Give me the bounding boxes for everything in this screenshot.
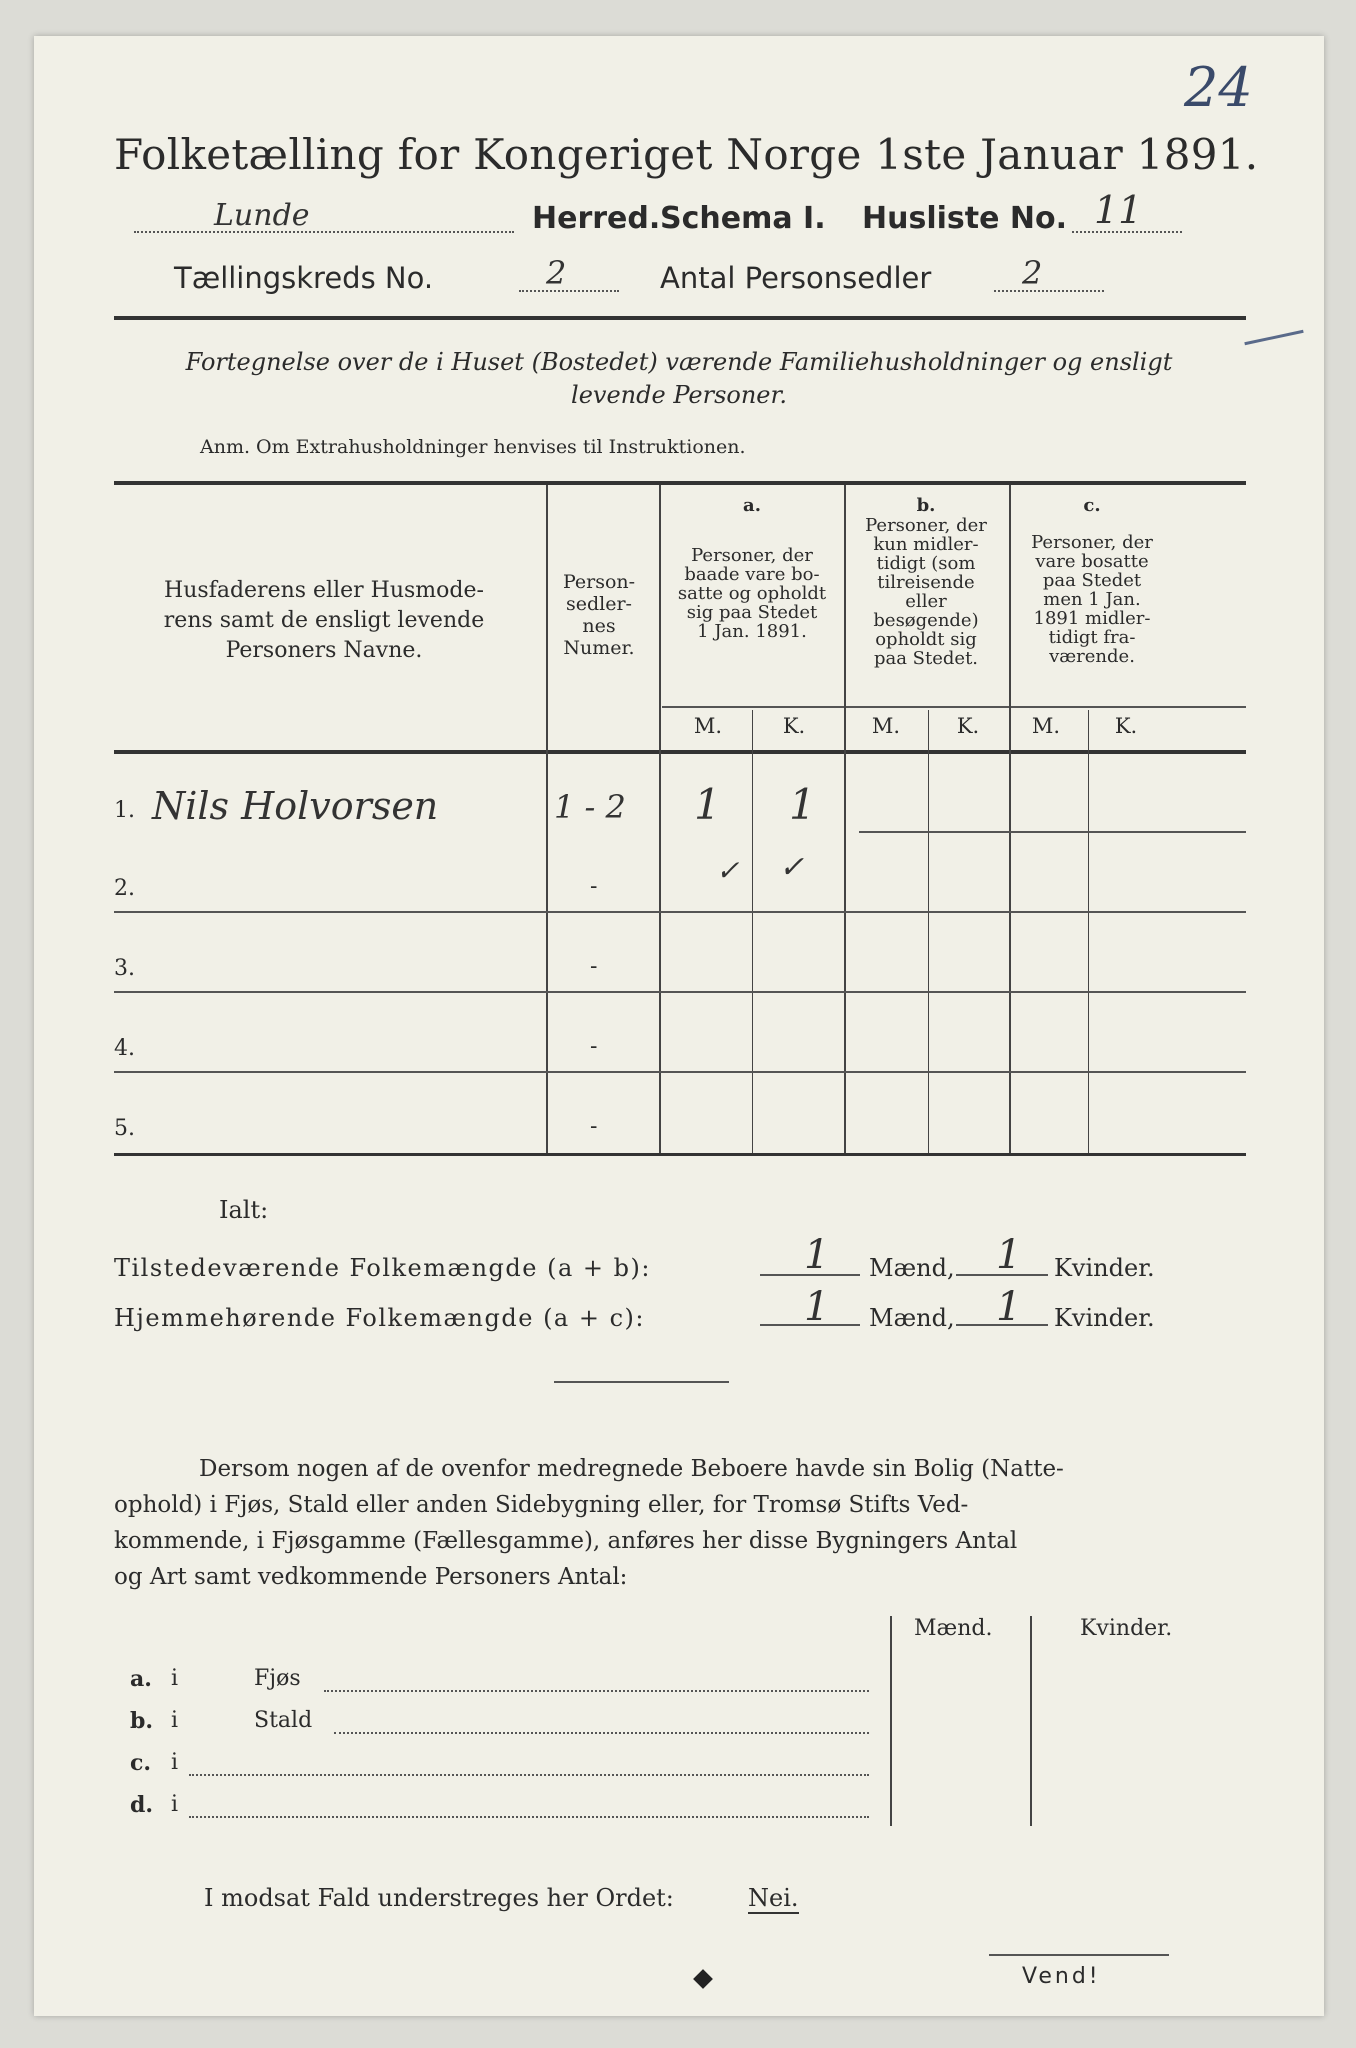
row-1-num: 1. xyxy=(114,798,135,823)
hjemme-m-value: 1 xyxy=(804,1284,830,1330)
header-rule xyxy=(114,316,1246,320)
abc-subrule xyxy=(662,706,1246,708)
tilstede-label: Tilstedeværende Folkemængde (a + b): xyxy=(114,1254,651,1282)
b-k-label: K. xyxy=(956,714,980,738)
col-divider xyxy=(659,485,661,1153)
census-form-page xyxy=(34,36,1324,2016)
row-2-rule xyxy=(114,911,1246,913)
husliste-value: 11 xyxy=(1094,188,1143,232)
row-2-num: 2. xyxy=(114,876,135,901)
a-m-label: M. xyxy=(693,714,723,738)
col-divider xyxy=(752,710,753,1153)
taellingskreds-dots xyxy=(519,290,619,292)
herred-label: Herred. xyxy=(532,201,661,236)
row-5-num: 5. xyxy=(114,1116,135,1141)
vend-text: Vend! xyxy=(1022,1964,1101,1989)
col-a-letter: a. xyxy=(743,495,761,516)
row-1-name: Nils Holvorsen xyxy=(152,784,439,828)
modsat-text: I modsat Fald understreges her Ordet: xyxy=(204,1884,674,1912)
item-a-letter: a. xyxy=(130,1666,152,1692)
col-divider xyxy=(1088,710,1089,1153)
item-d-i: i xyxy=(171,1792,179,1817)
hjemme-kvinder: Kvinder. xyxy=(1054,1304,1155,1332)
hjemme-maend: Mænd, xyxy=(869,1304,955,1332)
item-c-letter: c. xyxy=(130,1750,152,1776)
schema-label: Schema I. xyxy=(660,201,826,236)
col-c-header: Personer, der vare bosatte paa Stedet men 1 Jan. 1891 midler- tidigt fra- værende. xyxy=(1031,532,1153,667)
c-k-label: K. xyxy=(1114,714,1138,738)
a-k-label: K. xyxy=(782,714,806,738)
col-b-header: Personer, der kun midler- tidigt (som tilreisende eller besøgende) opholdt sig paa Stedet. xyxy=(865,515,987,669)
table-top-rule xyxy=(114,481,1246,485)
item-a-i: i xyxy=(171,1666,179,1691)
tilstede-m-value: 1 xyxy=(804,1232,830,1278)
row-3-rule xyxy=(114,991,1246,993)
item-b-i: i xyxy=(171,1708,179,1733)
row-2-person-num: - xyxy=(590,874,598,899)
col-c-letter: c. xyxy=(1083,495,1101,516)
taellingskreds-value: 2 xyxy=(546,254,567,292)
item-a-dots xyxy=(324,1690,869,1692)
row-4-num: 4. xyxy=(114,1036,135,1061)
tilstede-kvinder: Kvinder. xyxy=(1054,1254,1155,1282)
c-m-label: M. xyxy=(1031,714,1061,738)
col-divider xyxy=(844,485,846,1153)
item-b-dots xyxy=(334,1732,869,1734)
header-bottom-rule xyxy=(114,750,1246,754)
item-a-label: Fjøs xyxy=(254,1666,301,1691)
col-divider xyxy=(1009,485,1011,1153)
pencil-mark xyxy=(1244,330,1303,345)
taellingskreds-label: Tællingskreds No. xyxy=(174,261,434,295)
page-number: 24 xyxy=(1184,56,1253,119)
col-b-letter: b. xyxy=(916,495,936,516)
item-c-i: i xyxy=(171,1750,179,1775)
row-3-num: 3. xyxy=(114,956,135,981)
col-num-header: Person- sedler- nes Numer. xyxy=(562,571,636,659)
row-4-person-num: - xyxy=(590,1034,598,1059)
hjemme-k-value: 1 xyxy=(996,1284,1022,1330)
row-1-person-num: 1 - 2 xyxy=(554,788,626,826)
item-d-dots xyxy=(189,1816,869,1818)
outbuildings-col-maend: Mænd. xyxy=(914,1616,993,1641)
row-1-a-k: 1 xyxy=(789,780,816,829)
outbuildings-para-1: Dersom nogen af de ovenfor medregnede Beboere havde sin Bolig (Natte- xyxy=(199,1456,1064,1482)
form-title: Folketælling for Kongeriget Norge 1ste Januar 1891. xyxy=(114,130,1259,179)
outbuildings-para-4: og Art samt vedkommende Personers Antal: xyxy=(114,1564,628,1590)
anm-note: Anm. Om Extrahusholdninger henvises til Instruktionen. xyxy=(200,436,746,458)
tilstede-k-value: 1 xyxy=(996,1232,1022,1278)
antal-dots xyxy=(994,290,1104,292)
separator-rule xyxy=(554,1381,729,1383)
herred-dots xyxy=(134,231,514,233)
item-b-label: Stald xyxy=(254,1708,313,1733)
item-c-dots xyxy=(189,1774,869,1776)
outbuildings-divider xyxy=(890,1616,892,1826)
antal-value: 2 xyxy=(1022,254,1043,292)
row-2-a-m: ✓ xyxy=(716,854,740,887)
row-3-person-num: - xyxy=(590,954,598,979)
col-divider xyxy=(928,710,929,1153)
row-4-rule xyxy=(114,1071,1246,1073)
col-a-header: Personer, der baade vare bo- satte og opholdt sig paa Stedet 1 Jan. 1891. xyxy=(677,545,827,642)
table-bottom-rule xyxy=(114,1153,1246,1156)
row-2-a-k: ✓ xyxy=(779,850,805,885)
ialt-label: Ialt: xyxy=(219,1196,269,1224)
herred-value: Lunde xyxy=(214,198,310,233)
outbuildings-divider xyxy=(1030,1616,1032,1826)
ink-blot xyxy=(693,1969,713,1989)
intro-line2: levende Personer. xyxy=(571,381,787,409)
husliste-label: Husliste No. xyxy=(862,201,1067,236)
tilstede-maend: Mænd, xyxy=(869,1254,955,1282)
outbuildings-col-kvinder: Kvinder. xyxy=(1080,1616,1173,1641)
hjemme-label: Hjemmehørende Folkemængde (a + c): xyxy=(114,1304,645,1332)
row-1-rule xyxy=(859,831,1246,833)
antal-label: Antal Personsedler xyxy=(660,261,932,295)
b-m-label: M. xyxy=(871,714,901,738)
col-divider xyxy=(546,485,548,1153)
col-name-header: Husfaderens eller Husmode- rens samt de ensligt levende Personers Navne. xyxy=(163,578,485,663)
vend-rule xyxy=(989,1954,1169,1956)
outbuildings-para-2: ophold) i Fjøs, Stald eller anden Sidebygning eller, for Tromsø Stifts Ved- xyxy=(114,1492,969,1518)
nei-word: Nei. xyxy=(748,1884,799,1912)
row-5-person-num: - xyxy=(590,1114,598,1139)
row-1-a-m: 1 xyxy=(694,780,721,829)
intro-line1: Fortegnelse over de i Huset (Bostedet) værende Familiehusholdninger og ensligt xyxy=(185,348,1173,376)
outbuildings-para-3: kommende, i Fjøsgamme (Fællesgamme), anføres her disse Bygningers Antal xyxy=(114,1528,1018,1554)
item-d-letter: d. xyxy=(130,1792,154,1818)
item-b-letter: b. xyxy=(130,1708,154,1734)
